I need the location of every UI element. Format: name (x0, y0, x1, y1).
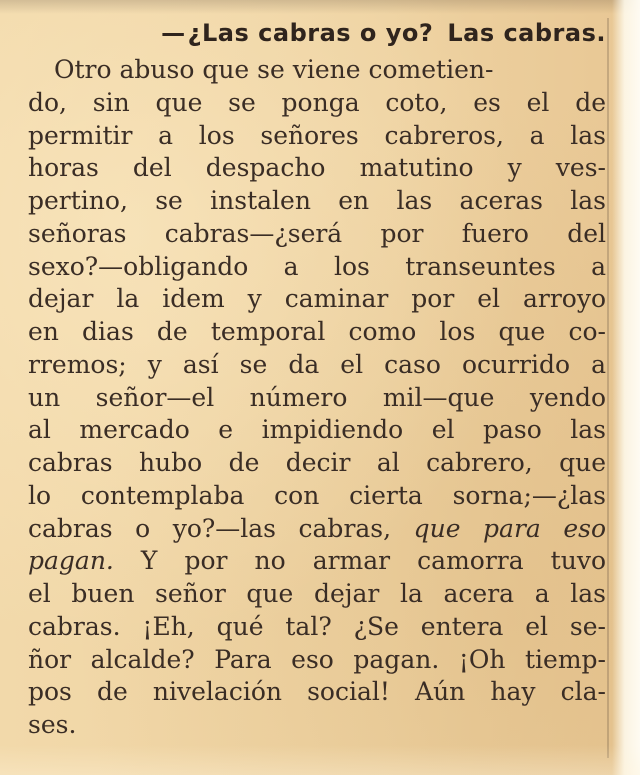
right-column-gutter (612, 0, 640, 775)
article-line: do, sin que se ponga coto, es el de (28, 87, 606, 117)
article-line: Otro abuso que se viene cometien- (54, 55, 494, 84)
headline-answer: Las cabras. (447, 19, 606, 47)
column-rule (607, 18, 609, 758)
article-text-normal: cabras o yo?—las cabras, (28, 513, 414, 543)
top-paper-edge (0, 0, 640, 14)
news-article (28, 18, 606, 742)
article-text-italic: que para eso (413, 513, 606, 543)
headline-question: ¿Las cabras o yo? (187, 19, 434, 47)
article-line: al mercado e impidiendo el paso las (28, 415, 606, 445)
article-line: ñor alcalde? Para eso pagan. ¡Oh tiemp- (28, 644, 606, 674)
article-line: un señor—el número mil—que yendo (28, 382, 606, 412)
article-line-mixed (28, 513, 606, 546)
article-text-normal: Y por no armar camorra tuvo (113, 546, 606, 576)
article-text-italic: pagan. (28, 546, 114, 576)
article-line: lo contemplaba con cierta sorna;—¿las (28, 480, 606, 510)
article-line: dejar la idem y caminar por el arroyo (28, 284, 606, 314)
article-line: ses. (28, 710, 77, 739)
article-line: permitir a los señores cabreros, a las (28, 120, 606, 150)
article-line: cabras. ¡Eh, qué tal? ¿Se entera el se- (28, 611, 606, 641)
article-line: pos de nivelación social! Aún hay cla- (28, 677, 606, 707)
article-line-mixed (28, 545, 606, 578)
article-line: rremos; y así se da el caso ocurrido a (28, 349, 606, 379)
article-headline (28, 18, 606, 48)
article-line: pertino, se instalen en las aceras las (28, 186, 606, 215)
article-line: sexo?—obligando a los transeuntes a (28, 251, 606, 281)
headline-dash: — (161, 19, 186, 47)
article-line: cabras hubo de decir al cabrero, que (28, 448, 606, 477)
article-line: señoras cabras—¿será por fuero del (28, 218, 606, 248)
article-line: en dias de temporal como los que co- (28, 317, 606, 346)
bottom-paper-edge (0, 745, 640, 775)
article-body (28, 54, 606, 742)
article-line: horas del despacho matutino y ves- (28, 153, 606, 183)
article-line: el buen señor que dejar la acera a las (28, 579, 606, 608)
